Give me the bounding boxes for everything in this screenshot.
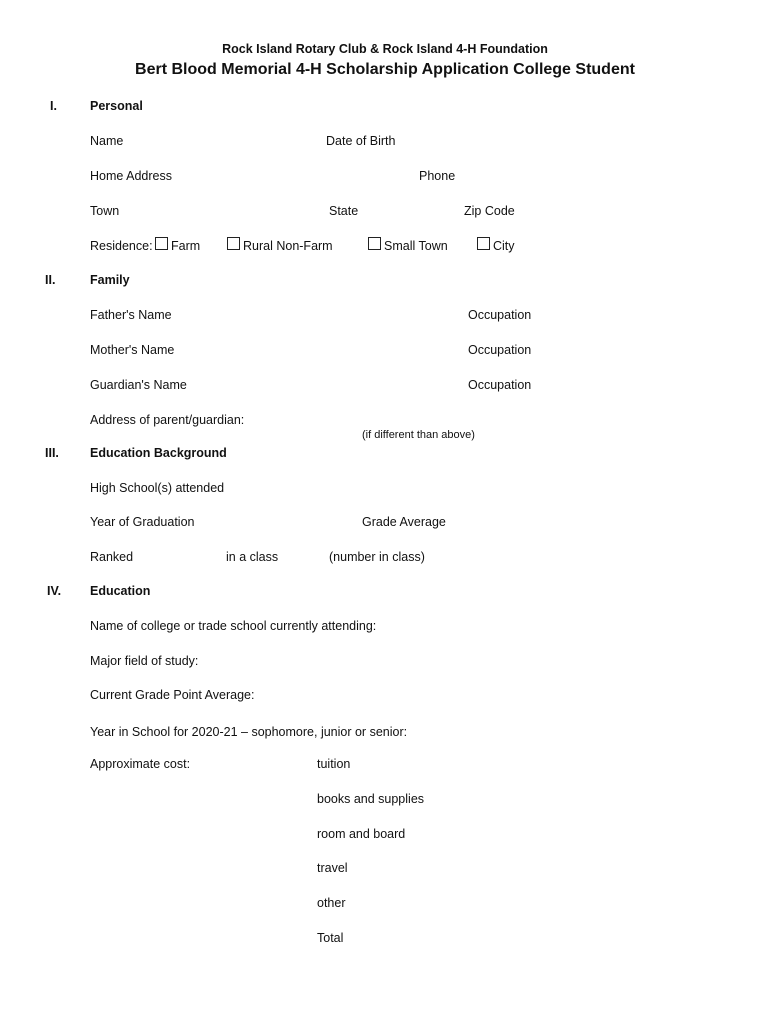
father-occupation-label: Occupation	[468, 308, 532, 322]
rural-non-farm-checkbox[interactable]	[227, 237, 240, 250]
travel-label: travel	[317, 861, 348, 875]
major-label: Major field of study:	[90, 654, 199, 668]
farm-label: Farm	[171, 239, 201, 253]
town-label: Town	[90, 204, 120, 218]
college-label: Name of college or trade school currently attending:	[90, 619, 377, 633]
tuition-label: tuition	[317, 757, 351, 771]
rural-non-farm-label: Rural Non-Farm	[243, 239, 333, 253]
parent-address-label: Address of parent/guardian:	[90, 413, 245, 427]
approximate-cost-label: Approximate cost:	[90, 757, 191, 771]
section-number-3: III.	[45, 446, 59, 460]
high-school-label: High School(s) attended	[90, 481, 225, 495]
school-year-label: Year in School for 2020-21 – sophomore, junior or senior:	[90, 725, 408, 739]
guardian-occupation-label: Occupation	[468, 378, 532, 392]
section-title-family: Family	[90, 273, 130, 287]
org-header: Rock Island Rotary Club & Rock Island 4-H Foundation	[222, 42, 548, 56]
total-label: Total	[317, 931, 344, 945]
farm-checkbox[interactable]	[155, 237, 168, 250]
form-title: Bert Blood Memorial 4-H Scholarship Application College Student	[135, 61, 635, 78]
phone-label: Phone	[419, 169, 456, 183]
section-title-personal: Personal	[90, 99, 143, 113]
city-checkbox[interactable]	[477, 237, 490, 250]
books-supplies-label: books and supplies	[317, 792, 425, 806]
grade-average-label: Grade Average	[362, 515, 446, 529]
section-number-4: IV.	[47, 584, 62, 598]
father-name-label: Father's Name	[90, 308, 172, 322]
city-label: City	[493, 239, 515, 253]
mother-name-label: Mother's Name	[90, 343, 175, 357]
graduation-year-label: Year of Graduation	[90, 515, 195, 529]
room-board-label: room and board	[317, 827, 406, 841]
small-town-label: Small Town	[384, 239, 448, 253]
name-label: Name	[90, 134, 124, 148]
ranked-label: Ranked	[90, 550, 134, 564]
section-number-2: II.	[45, 273, 56, 287]
small-town-checkbox[interactable]	[368, 237, 381, 250]
number-in-class-label: (number in class)	[329, 550, 425, 564]
section-title-education: Education	[90, 584, 151, 598]
section-number-1: I.	[50, 99, 57, 113]
in-class-label: in a class	[226, 550, 279, 564]
section-title-education-background: Education Background	[90, 446, 227, 460]
dob-label: Date of Birth	[326, 134, 396, 148]
state-label: State	[329, 204, 359, 218]
if-different-note: (if different than above)	[362, 429, 475, 441]
gpa-label: Current Grade Point Average:	[90, 688, 255, 702]
other-label: other	[317, 896, 346, 910]
home-address-label: Home Address	[90, 169, 172, 183]
guardian-name-label: Guardian's Name	[90, 378, 187, 392]
residence-label: Residence:	[90, 239, 153, 253]
zip-label: Zip Code	[464, 204, 515, 218]
mother-occupation-label: Occupation	[468, 343, 532, 357]
